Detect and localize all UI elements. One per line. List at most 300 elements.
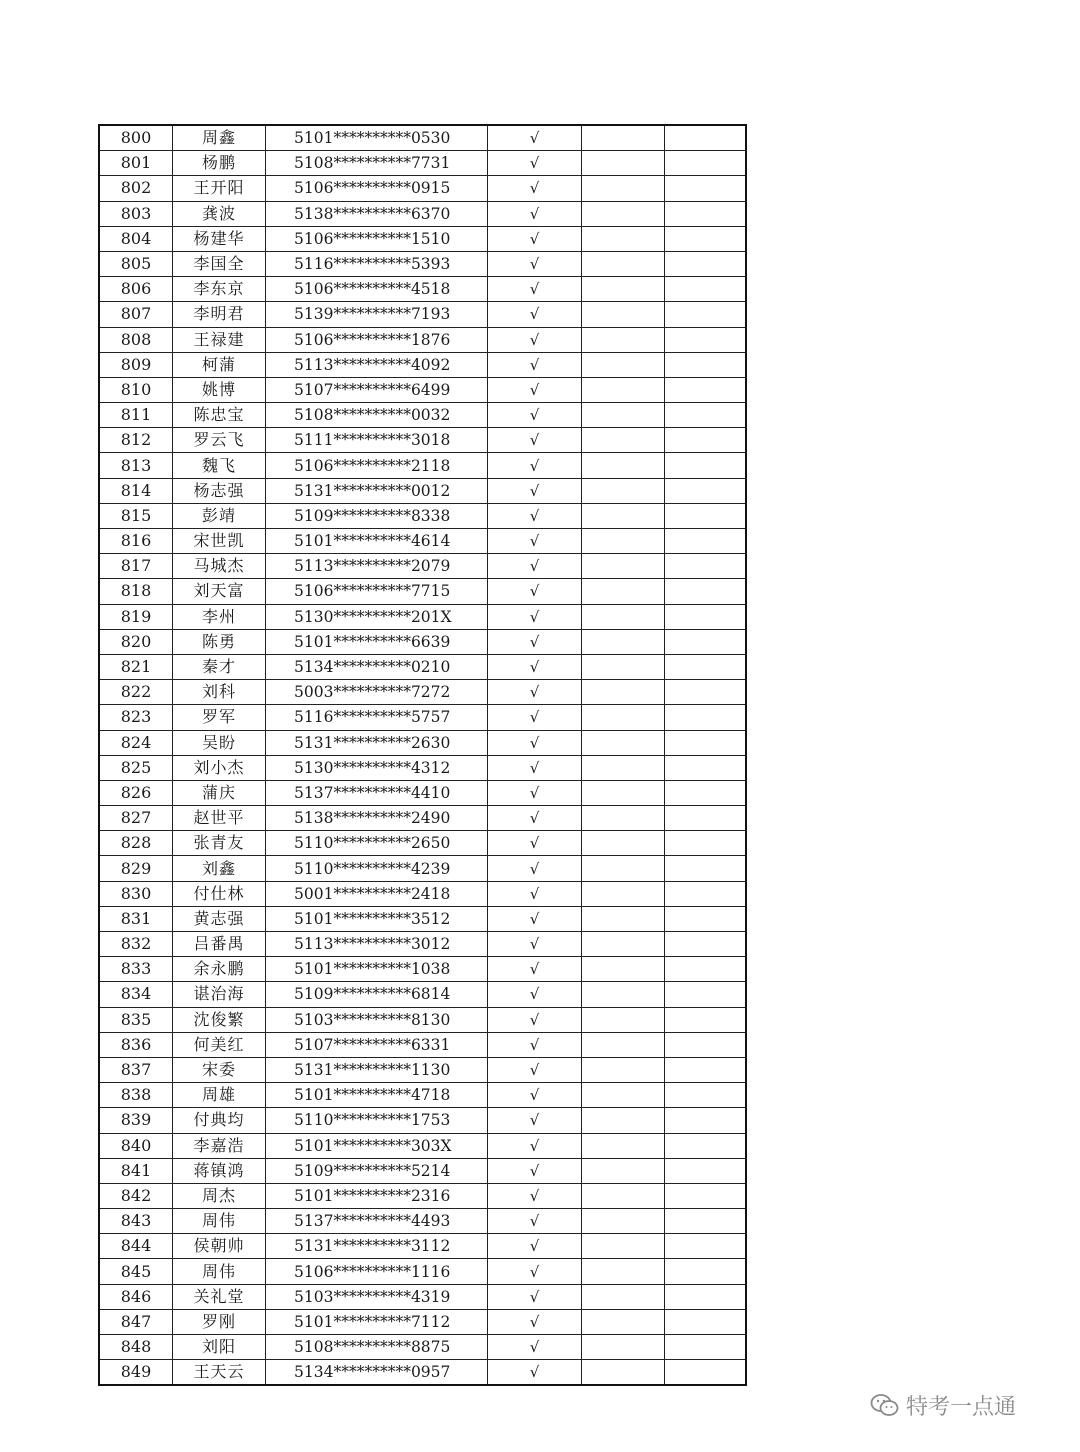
row-empty-cell (665, 1259, 747, 1284)
row-empty-cell (665, 629, 747, 654)
row-empty-cell (665, 604, 747, 629)
row-check-mark: √ (488, 579, 582, 604)
row-empty-cell (582, 881, 665, 906)
wechat-icon (870, 1393, 900, 1419)
row-name: 柯蒲 (173, 352, 266, 377)
row-id-number: 5116**********5393 (266, 251, 488, 276)
row-empty-cell (582, 1309, 665, 1334)
table-row (99, 529, 746, 554)
table-row (99, 453, 746, 478)
row-number: 800 (99, 125, 173, 151)
row-number: 836 (99, 1032, 173, 1057)
row-check-mark: √ (488, 201, 582, 226)
row-name: 蒋镇鸿 (173, 1158, 266, 1183)
row-id-number: 5101**********7112 (266, 1309, 488, 1334)
row-empty-cell (665, 654, 747, 679)
row-empty-cell (665, 201, 747, 226)
table-row (99, 831, 746, 856)
table-row (99, 579, 746, 604)
row-name: 秦才 (173, 654, 266, 679)
row-name: 李明君 (173, 302, 266, 327)
row-check-mark: √ (488, 1360, 582, 1386)
row-check-mark: √ (488, 151, 582, 176)
row-empty-cell (582, 1284, 665, 1309)
row-empty-cell (582, 780, 665, 805)
row-number: 829 (99, 856, 173, 881)
row-id-number: 5138**********2490 (266, 806, 488, 831)
row-empty-cell (665, 1007, 747, 1032)
row-check-mark: √ (488, 503, 582, 528)
row-empty-cell (582, 1259, 665, 1284)
row-empty-cell (582, 226, 665, 251)
row-check-mark: √ (488, 1309, 582, 1334)
row-empty-cell (582, 277, 665, 302)
table-row (99, 554, 746, 579)
row-name: 刘阳 (173, 1335, 266, 1360)
row-number: 804 (99, 226, 173, 251)
row-id-number: 5106**********4518 (266, 277, 488, 302)
row-empty-cell (582, 806, 665, 831)
row-check-mark: √ (488, 1158, 582, 1183)
row-empty-cell (582, 982, 665, 1007)
row-number: 842 (99, 1183, 173, 1208)
row-empty-cell (665, 730, 747, 755)
row-number: 815 (99, 503, 173, 528)
row-empty-cell (582, 856, 665, 881)
row-empty-cell (582, 327, 665, 352)
row-id-number: 5103**********4319 (266, 1284, 488, 1309)
row-empty-cell (582, 377, 665, 402)
table-row (99, 1183, 746, 1208)
table-row (99, 1083, 746, 1108)
row-id-number: 5111**********3018 (266, 428, 488, 453)
row-empty-cell (665, 226, 747, 251)
row-id-number: 5001**********2418 (266, 881, 488, 906)
row-id-number: 5106**********0915 (266, 176, 488, 201)
row-check-mark: √ (488, 554, 582, 579)
table-row (99, 478, 746, 503)
row-empty-cell (665, 780, 747, 805)
row-empty-cell (582, 453, 665, 478)
row-name: 宋世凯 (173, 529, 266, 554)
row-id-number: 5101**********1038 (266, 957, 488, 982)
row-empty-cell (665, 176, 747, 201)
row-id-number: 5138**********6370 (266, 201, 488, 226)
row-check-mark: √ (488, 125, 582, 151)
row-check-mark: √ (488, 755, 582, 780)
row-id-number: 5131**********3112 (266, 1234, 488, 1259)
row-empty-cell (582, 554, 665, 579)
table-row (99, 277, 746, 302)
table-row (99, 1309, 746, 1334)
row-empty-cell (582, 579, 665, 604)
row-id-number: 5101**********6639 (266, 629, 488, 654)
row-check-mark: √ (488, 831, 582, 856)
row-empty-cell (665, 831, 747, 856)
row-number: 830 (99, 881, 173, 906)
row-id-number: 5108**********8875 (266, 1335, 488, 1360)
row-empty-cell (582, 1360, 665, 1386)
row-empty-cell (582, 251, 665, 276)
row-id-number: 5101**********4718 (266, 1083, 488, 1108)
row-check-mark: √ (488, 352, 582, 377)
row-name: 吕番禺 (173, 932, 266, 957)
row-name: 周伟 (173, 1209, 266, 1234)
row-check-mark: √ (488, 478, 582, 503)
row-empty-cell (582, 503, 665, 528)
row-check-mark: √ (488, 982, 582, 1007)
row-empty-cell (665, 428, 747, 453)
table-row (99, 1032, 746, 1057)
row-name: 黄志强 (173, 906, 266, 931)
row-number: 838 (99, 1083, 173, 1108)
row-number: 849 (99, 1360, 173, 1386)
table-row (99, 176, 746, 201)
row-check-mark: √ (488, 957, 582, 982)
row-number: 839 (99, 1108, 173, 1133)
row-check-mark: √ (488, 856, 582, 881)
row-empty-cell (665, 906, 747, 931)
row-name: 刘天富 (173, 579, 266, 604)
row-check-mark: √ (488, 1259, 582, 1284)
row-number: 831 (99, 906, 173, 931)
row-id-number: 5110**********1753 (266, 1108, 488, 1133)
row-empty-cell (582, 151, 665, 176)
row-check-mark: √ (488, 428, 582, 453)
row-number: 837 (99, 1057, 173, 1082)
row-check-mark: √ (488, 226, 582, 251)
row-id-number: 5101**********4614 (266, 529, 488, 554)
row-empty-cell (665, 1335, 747, 1360)
row-id-number: 5110**********2650 (266, 831, 488, 856)
row-number: 843 (99, 1209, 173, 1234)
table-row (99, 251, 746, 276)
row-name: 周雄 (173, 1083, 266, 1108)
row-name: 李国全 (173, 251, 266, 276)
row-id-number: 5109**********8338 (266, 503, 488, 528)
row-empty-cell (582, 1234, 665, 1259)
table-row (99, 1007, 746, 1032)
row-id-number: 5106**********1510 (266, 226, 488, 251)
table-row (99, 503, 746, 528)
row-check-mark: √ (488, 1032, 582, 1057)
row-empty-cell (665, 403, 747, 428)
row-number: 811 (99, 403, 173, 428)
table-row (99, 302, 746, 327)
row-check-mark: √ (488, 680, 582, 705)
row-check-mark: √ (488, 654, 582, 679)
table-row (99, 1284, 746, 1309)
row-empty-cell (582, 705, 665, 730)
row-number: 825 (99, 755, 173, 780)
row-check-mark: √ (488, 277, 582, 302)
row-number: 802 (99, 176, 173, 201)
table-row (99, 151, 746, 176)
table-row (99, 730, 746, 755)
table-row (99, 352, 746, 377)
row-id-number: 5139**********7193 (266, 302, 488, 327)
row-number: 845 (99, 1259, 173, 1284)
row-empty-cell (665, 151, 747, 176)
row-empty-cell (665, 478, 747, 503)
row-empty-cell (582, 403, 665, 428)
table-row (99, 1360, 746, 1386)
row-number: 821 (99, 654, 173, 679)
row-id-number: 5106**********2118 (266, 453, 488, 478)
table-row (99, 629, 746, 654)
row-empty-cell (665, 705, 747, 730)
row-number: 823 (99, 705, 173, 730)
row-number: 828 (99, 831, 173, 856)
row-id-number: 5113**********3012 (266, 932, 488, 957)
row-name: 罗云飞 (173, 428, 266, 453)
row-check-mark: √ (488, 327, 582, 352)
row-name: 刘小杰 (173, 755, 266, 780)
row-id-number: 5108**********0032 (266, 403, 488, 428)
row-number: 806 (99, 277, 173, 302)
row-empty-cell (582, 125, 665, 151)
row-empty-cell (665, 1057, 747, 1082)
row-number: 809 (99, 352, 173, 377)
row-name: 沈俊繁 (173, 1007, 266, 1032)
table-row (99, 125, 746, 151)
row-empty-cell (582, 1108, 665, 1133)
row-name: 张青友 (173, 831, 266, 856)
row-number: 834 (99, 982, 173, 1007)
table-row (99, 428, 746, 453)
row-number: 846 (99, 1284, 173, 1309)
row-check-mark: √ (488, 1284, 582, 1309)
row-name: 杨建华 (173, 226, 266, 251)
row-number: 810 (99, 377, 173, 402)
row-number: 818 (99, 579, 173, 604)
table-row (99, 856, 746, 881)
row-number: 840 (99, 1133, 173, 1158)
table-row (99, 982, 746, 1007)
row-empty-cell (665, 503, 747, 528)
row-number: 807 (99, 302, 173, 327)
row-name: 龚波 (173, 201, 266, 226)
table-row (99, 226, 746, 251)
row-number: 822 (99, 680, 173, 705)
row-name: 姚博 (173, 377, 266, 402)
row-id-number: 5110**********4239 (266, 856, 488, 881)
row-name: 付仕林 (173, 881, 266, 906)
row-empty-cell (582, 1032, 665, 1057)
row-check-mark: √ (488, 780, 582, 805)
row-empty-cell (665, 1032, 747, 1057)
table-row (99, 755, 746, 780)
table-row (99, 957, 746, 982)
row-check-mark: √ (488, 302, 582, 327)
row-empty-cell (665, 327, 747, 352)
row-check-mark: √ (488, 1108, 582, 1133)
row-id-number: 5108**********7731 (266, 151, 488, 176)
row-empty-cell (582, 957, 665, 982)
row-empty-cell (582, 906, 665, 931)
row-number: 824 (99, 730, 173, 755)
row-id-number: 5113**********2079 (266, 554, 488, 579)
row-empty-cell (665, 932, 747, 957)
row-empty-cell (665, 1360, 747, 1386)
row-name: 陈忠宝 (173, 403, 266, 428)
table-row (99, 604, 746, 629)
row-name: 李嘉浩 (173, 1133, 266, 1158)
table-row (99, 806, 746, 831)
row-empty-cell (665, 1209, 747, 1234)
row-empty-cell (582, 1083, 665, 1108)
row-empty-cell (582, 1057, 665, 1082)
row-number: 832 (99, 932, 173, 957)
row-check-mark: √ (488, 1234, 582, 1259)
row-id-number: 5131**********1130 (266, 1057, 488, 1082)
row-empty-cell (582, 1133, 665, 1158)
row-id-number: 5130**********201X (266, 604, 488, 629)
row-check-mark: √ (488, 403, 582, 428)
row-id-number: 5116**********5757 (266, 705, 488, 730)
row-id-number: 5137**********4410 (266, 780, 488, 805)
table-row (99, 1259, 746, 1284)
row-id-number: 5101**********303X (266, 1133, 488, 1158)
row-name: 余永鹏 (173, 957, 266, 982)
row-check-mark: √ (488, 453, 582, 478)
row-name: 杨志强 (173, 478, 266, 503)
row-check-mark: √ (488, 1209, 582, 1234)
row-id-number: 5131**********0012 (266, 478, 488, 503)
table-row (99, 1057, 746, 1082)
row-name: 周伟 (173, 1259, 266, 1284)
row-id-number: 5130**********4312 (266, 755, 488, 780)
table-row (99, 906, 746, 931)
row-empty-cell (582, 1158, 665, 1183)
row-name: 谌治海 (173, 982, 266, 1007)
row-name: 何美红 (173, 1032, 266, 1057)
row-name: 杨鹏 (173, 151, 266, 176)
row-empty-cell (582, 201, 665, 226)
table-row (99, 327, 746, 352)
row-empty-cell (582, 730, 665, 755)
table-row (99, 201, 746, 226)
row-id-number: 5109**********5214 (266, 1158, 488, 1183)
table-row (99, 705, 746, 730)
row-empty-cell (582, 428, 665, 453)
row-empty-cell (665, 881, 747, 906)
row-empty-cell (665, 1309, 747, 1334)
row-id-number: 5134**********0957 (266, 1360, 488, 1386)
row-number: 835 (99, 1007, 173, 1032)
row-name: 陈勇 (173, 629, 266, 654)
row-empty-cell (582, 831, 665, 856)
row-check-mark: √ (488, 176, 582, 201)
row-name: 罗军 (173, 705, 266, 730)
row-check-mark: √ (488, 932, 582, 957)
row-empty-cell (582, 478, 665, 503)
row-id-number: 5103**********8130 (266, 1007, 488, 1032)
row-empty-cell (582, 755, 665, 780)
row-empty-cell (582, 302, 665, 327)
row-empty-cell (665, 529, 747, 554)
table-row (99, 377, 746, 402)
row-empty-cell (665, 453, 747, 478)
table-row (99, 1158, 746, 1183)
row-check-mark: √ (488, 1335, 582, 1360)
row-name: 刘鑫 (173, 856, 266, 881)
row-number: 814 (99, 478, 173, 503)
row-id-number: 5134**********0210 (266, 654, 488, 679)
row-check-mark: √ (488, 1007, 582, 1032)
row-check-mark: √ (488, 1183, 582, 1208)
row-check-mark: √ (488, 377, 582, 402)
row-empty-cell (665, 680, 747, 705)
row-name: 周杰 (173, 1183, 266, 1208)
row-number: 819 (99, 604, 173, 629)
row-empty-cell (582, 654, 665, 679)
row-check-mark: √ (488, 1057, 582, 1082)
roster-table (98, 124, 747, 1386)
row-empty-cell (582, 1335, 665, 1360)
roster-table-body (99, 125, 746, 1385)
row-check-mark: √ (488, 604, 582, 629)
row-number: 816 (99, 529, 173, 554)
row-id-number: 5003**********7272 (266, 680, 488, 705)
row-check-mark: √ (488, 529, 582, 554)
row-id-number: 5113**********4092 (266, 352, 488, 377)
row-check-mark: √ (488, 730, 582, 755)
table-row (99, 1133, 746, 1158)
row-empty-cell (665, 302, 747, 327)
row-number: 817 (99, 554, 173, 579)
row-number: 844 (99, 1234, 173, 1259)
row-empty-cell (665, 277, 747, 302)
table-row (99, 932, 746, 957)
row-empty-cell (665, 1108, 747, 1133)
row-empty-cell (582, 604, 665, 629)
row-empty-cell (582, 529, 665, 554)
row-name: 刘科 (173, 680, 266, 705)
table-row (99, 881, 746, 906)
table-row (99, 680, 746, 705)
table-row (99, 1108, 746, 1133)
row-number: 833 (99, 957, 173, 982)
row-empty-cell (665, 1083, 747, 1108)
row-empty-cell (665, 982, 747, 1007)
row-check-mark: √ (488, 1083, 582, 1108)
row-id-number: 5101**********2316 (266, 1183, 488, 1208)
row-number: 848 (99, 1335, 173, 1360)
table-row (99, 1209, 746, 1234)
row-name: 吴盼 (173, 730, 266, 755)
row-name: 王开阳 (173, 176, 266, 201)
row-check-mark: √ (488, 806, 582, 831)
row-number: 841 (99, 1158, 173, 1183)
table-row (99, 403, 746, 428)
row-empty-cell (665, 125, 747, 151)
row-check-mark: √ (488, 881, 582, 906)
row-number: 827 (99, 806, 173, 831)
row-number: 813 (99, 453, 173, 478)
row-id-number: 5109**********6814 (266, 982, 488, 1007)
row-id-number: 5101**********3512 (266, 906, 488, 931)
row-empty-cell (665, 251, 747, 276)
row-empty-cell (665, 352, 747, 377)
row-empty-cell (582, 629, 665, 654)
row-name: 马城杰 (173, 554, 266, 579)
row-name: 宋委 (173, 1057, 266, 1082)
row-empty-cell (582, 932, 665, 957)
row-name: 王天云 (173, 1360, 266, 1386)
row-empty-cell (582, 1209, 665, 1234)
row-check-mark: √ (488, 251, 582, 276)
